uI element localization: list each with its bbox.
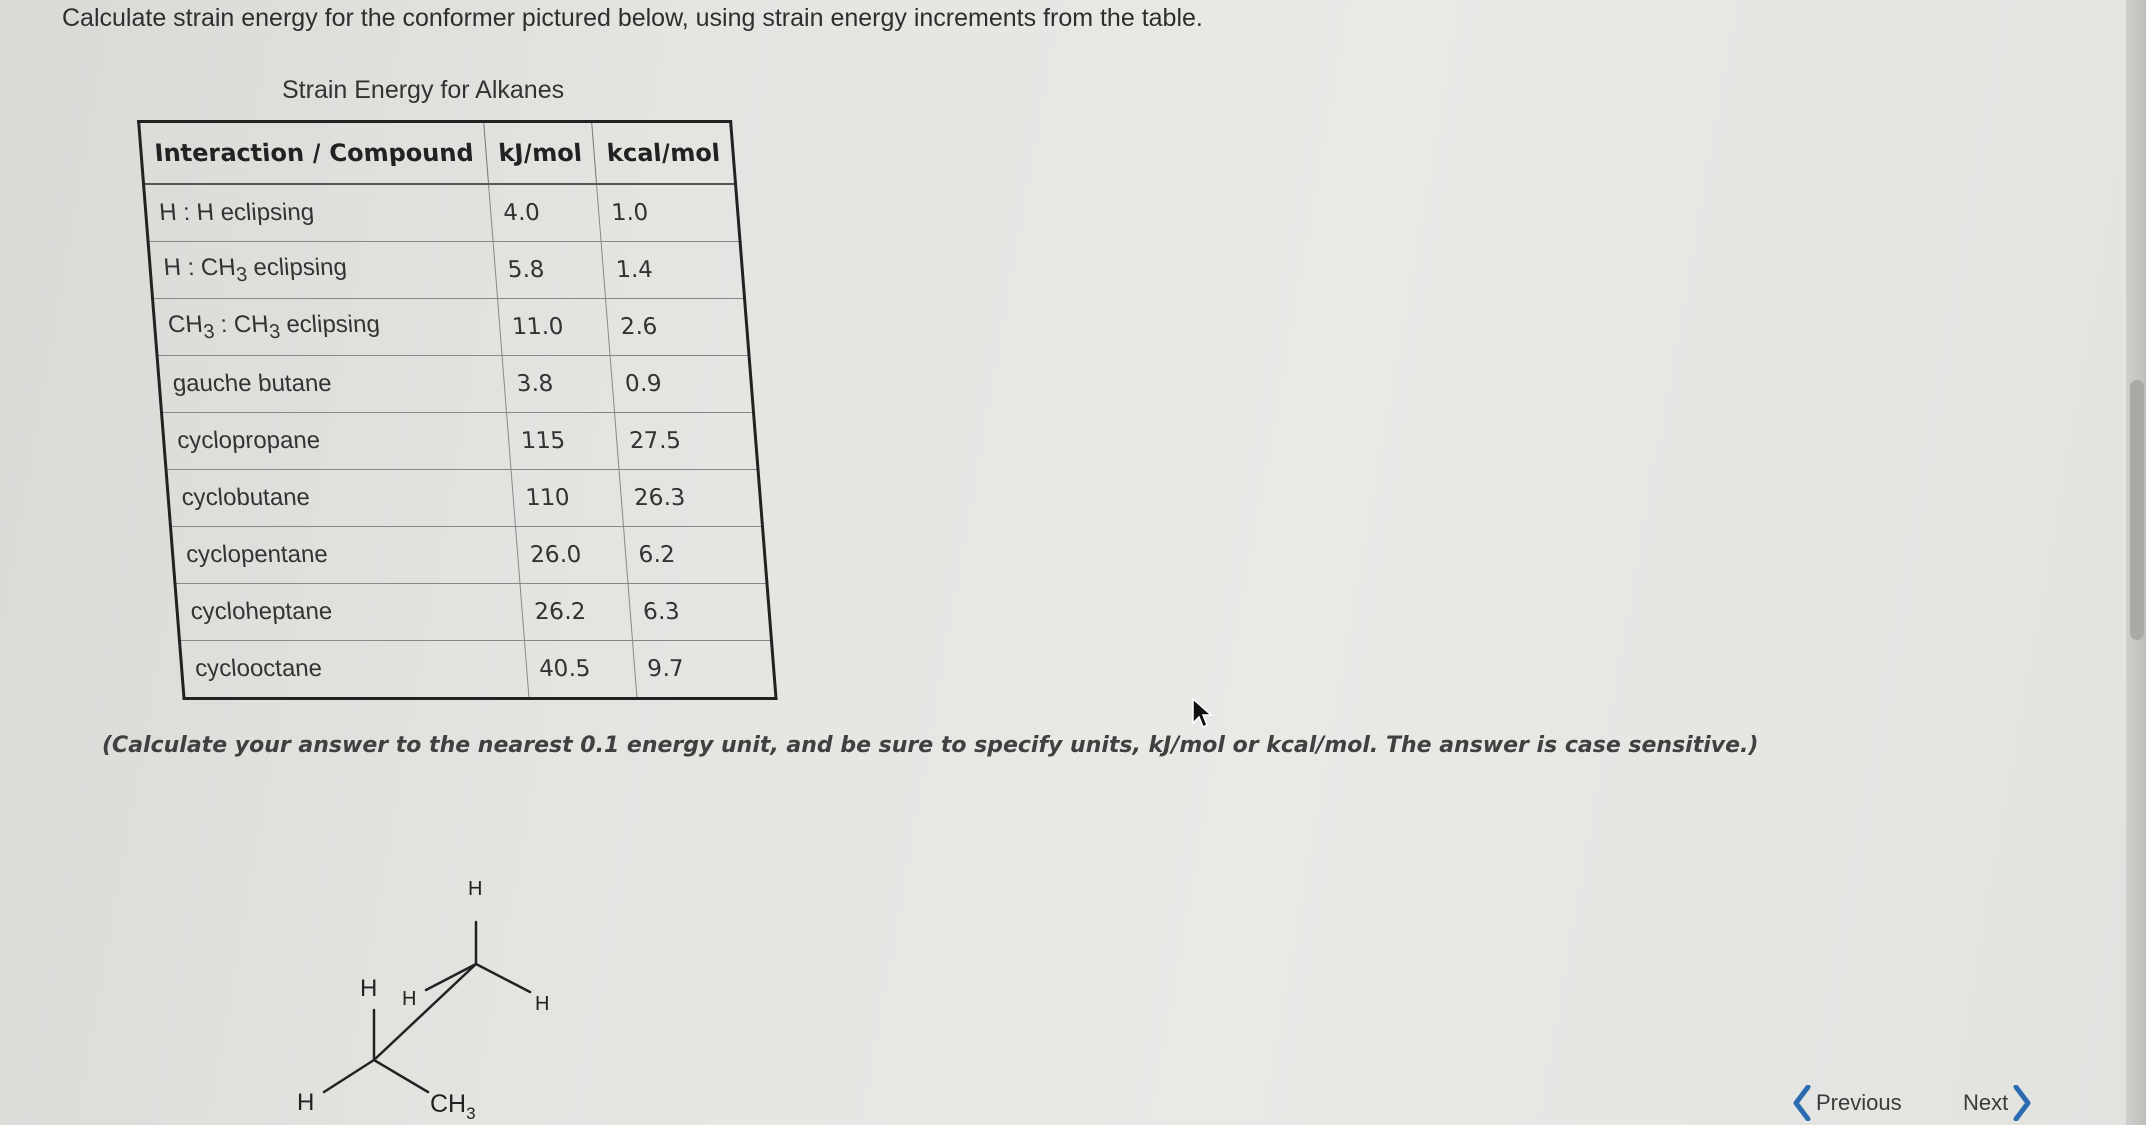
header-kj-mol: kJ/mol (484, 122, 597, 185)
strain-energy-table-container (137, 120, 769, 700)
question-prompt: Calculate strain energy for the conformer pictured below, using strain energy increments from the table. (62, 4, 1203, 32)
next-label: Next (1963, 1090, 2009, 1115)
row-kcal: 2.6 (606, 299, 750, 356)
row-name: H : $CH_3$ eclipsing (148, 242, 497, 299)
row-kcal: 1.4 (601, 242, 745, 299)
table-row (179, 641, 776, 699)
atom-h-back-left: H (402, 988, 417, 1010)
atom-h-front-left: H (297, 1089, 315, 1116)
back-carbon-bond-right (476, 964, 530, 992)
next-button[interactable] (1963, 1085, 2032, 1121)
row-name: cyclooctane (179, 641, 528, 699)
table-row (148, 242, 745, 299)
row-kj: 26.0 (515, 527, 628, 584)
row-kj: 26.2 (520, 584, 633, 641)
table-row (144, 184, 741, 242)
row-name: gauche butane (157, 356, 506, 413)
row-kj: 4.0 (488, 184, 601, 242)
mouse-cursor-icon (1191, 697, 1213, 731)
row-kcal: 1.0 (597, 184, 741, 242)
table-row (175, 584, 772, 641)
row-kj: 5.8 (493, 242, 606, 299)
scrollbar-thumb[interactable] (2130, 380, 2144, 640)
row-kj: 40.5 (524, 641, 637, 699)
row-name: cyclobutane (166, 470, 515, 527)
previous-button[interactable] (1792, 1085, 1902, 1121)
row-kcal: 26.3 (619, 470, 763, 527)
table-header-row (139, 122, 736, 185)
atom-h-front-up: H (360, 975, 378, 1002)
atom-h-back-right: H (535, 993, 550, 1015)
vertical-scrollbar[interactable] (2126, 0, 2146, 1125)
row-kcal: 27.5 (615, 413, 759, 470)
row-kcal: 9.7 (633, 641, 777, 699)
row-name: cycloheptane (175, 584, 524, 641)
table-row (153, 299, 750, 356)
row-kj: 110 (511, 470, 624, 527)
row-kcal: 6.3 (628, 584, 772, 641)
front-carbon-bond-right (374, 1060, 428, 1092)
table-caption: Strain Energy for Alkanes (282, 76, 565, 104)
row-kj: 11.0 (497, 299, 610, 356)
methyl-group: $CH_3$ (430, 1090, 476, 1123)
row-kj: 3.8 (502, 356, 615, 413)
table-row (157, 356, 754, 413)
row-name: cyclopentane (170, 527, 519, 584)
carbon-carbon-bond (374, 964, 476, 1060)
table-row (162, 413, 759, 470)
row-kcal: 6.2 (624, 527, 768, 584)
chevron-right-icon (2012, 1085, 2032, 1121)
row-name: $CH_3$ : $CH_3$ eclipsing (153, 299, 502, 356)
header-interaction: Interaction / Compound (139, 122, 489, 185)
table-row (170, 527, 767, 584)
row-kcal: 0.9 (610, 356, 754, 413)
row-name: H : H eclipsing (144, 184, 493, 242)
chevron-left-icon (1792, 1085, 1812, 1121)
front-carbon-bond-left (324, 1060, 374, 1092)
previous-label: Previous (1816, 1090, 1902, 1115)
header-kcal-mol: kcal/mol (592, 122, 736, 185)
conformer-structure (280, 860, 580, 1125)
answer-instructions: (Calculate your answer to the nearest 0.1 energy unit, and be sure to specify units, kJ/mol or kcal/mol. The answer is case sensitive.) (102, 733, 1759, 758)
row-kj: 115 (506, 413, 619, 470)
row-name: cyclopropane (162, 413, 511, 470)
table-row (166, 470, 763, 527)
strain-energy-table (137, 120, 778, 700)
atom-h-top: H (468, 878, 483, 900)
